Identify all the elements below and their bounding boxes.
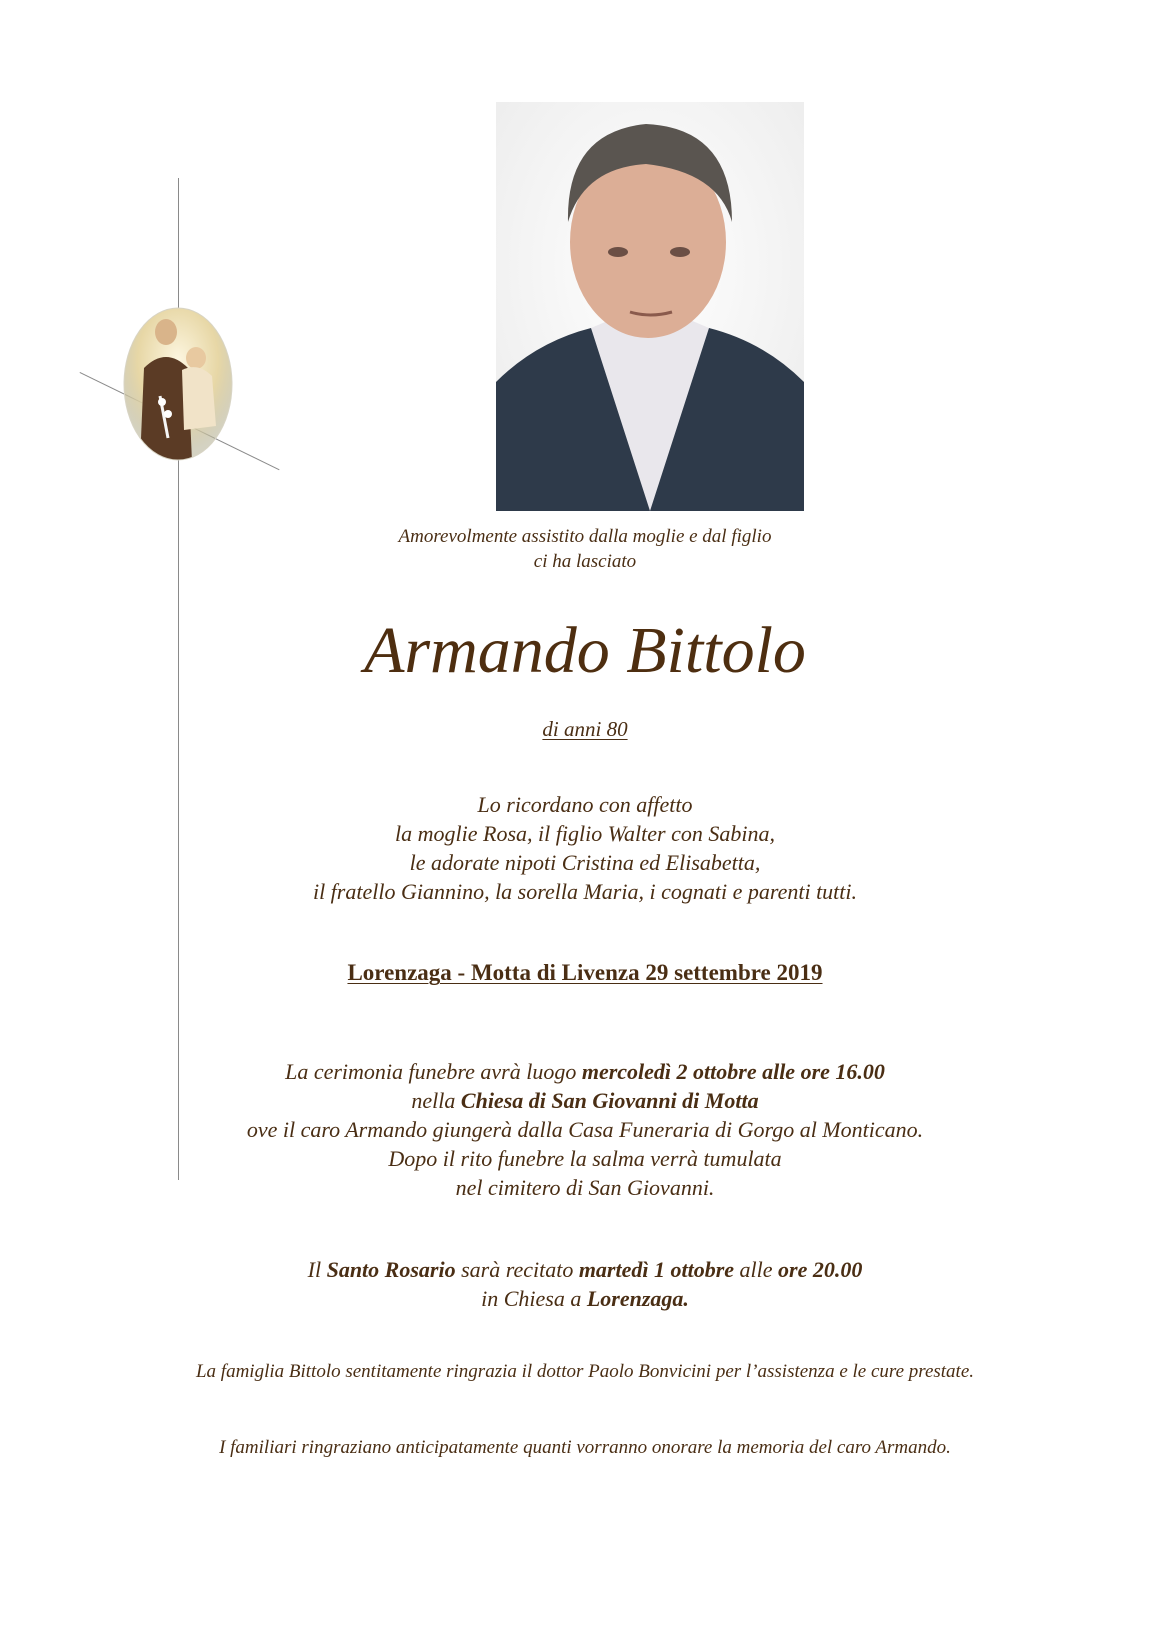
ceremony-line-3: ove il caro Armando giungerà dalla Casa Funeraria di Gorgo al Monticano. <box>246 1117 924 1142</box>
ceremony-line-1: La cerimonia funebre avrà luogo mercoledì 2 ottobre alle ore 16.00 <box>285 1059 885 1084</box>
ceremony-line-4: Dopo il rito funebre la salma verrà tumulata <box>388 1146 782 1171</box>
deceased-name: Armando Bittolo <box>364 614 806 687</box>
rosary-block <box>0 1255 1170 1313</box>
rosary-line-2: in Chiesa a Lorenzaga. <box>481 1286 689 1311</box>
ceremony-block <box>0 1057 1170 1202</box>
thanks-attendees: I familiari ringraziano anticipatamente quanti vorranno onorare la memoria del caro Armando. <box>219 1437 951 1458</box>
ceremony-line-2: nella Chiesa di San Giovanni di Motta <box>411 1088 759 1113</box>
thanks-doctor: La famiglia Bittolo sentitamente ringrazia il dottor Paolo Bonvicini per l’assistenza e le cure prestate. <box>195 1361 975 1382</box>
intro-line-1: Amorevolmente assistito dalla moglie e dal figlio <box>398 526 772 547</box>
ceremony-line-5: nel cimitero di San Giovanni. <box>455 1175 715 1200</box>
mourners-block <box>0 790 1170 906</box>
saint-anthony-icon <box>122 306 234 462</box>
place-date: Lorenzaga - Motta di Livenza 29 settembre 2019 <box>347 960 823 985</box>
deceased-portrait-photo <box>496 102 804 511</box>
mourners-line: il fratello Giannino, la sorella Maria, i cognati e parenti tutti. <box>312 879 858 904</box>
deceased-age: di anni 80 <box>542 717 628 741</box>
intro-line-2: ci ha lasciato <box>533 551 637 572</box>
mourners-line: le adorate nipoti Cristina ed Elisabetta, <box>409 850 761 875</box>
ceremony-datetime: mercoledì 2 ottobre alle ore 16.00 <box>581 1059 885 1084</box>
mourners-line: la moglie Rosa, il figlio Walter con Sabina, <box>395 821 775 846</box>
mourners-line: Lo ricordano con affetto <box>477 792 693 817</box>
ceremony-church: Chiesa di San Giovanni di Motta <box>460 1088 759 1113</box>
rosary-line-1: Il Santo Rosario sarà recitato martedì 1 ottobre alle ore 20.00 <box>307 1257 863 1282</box>
